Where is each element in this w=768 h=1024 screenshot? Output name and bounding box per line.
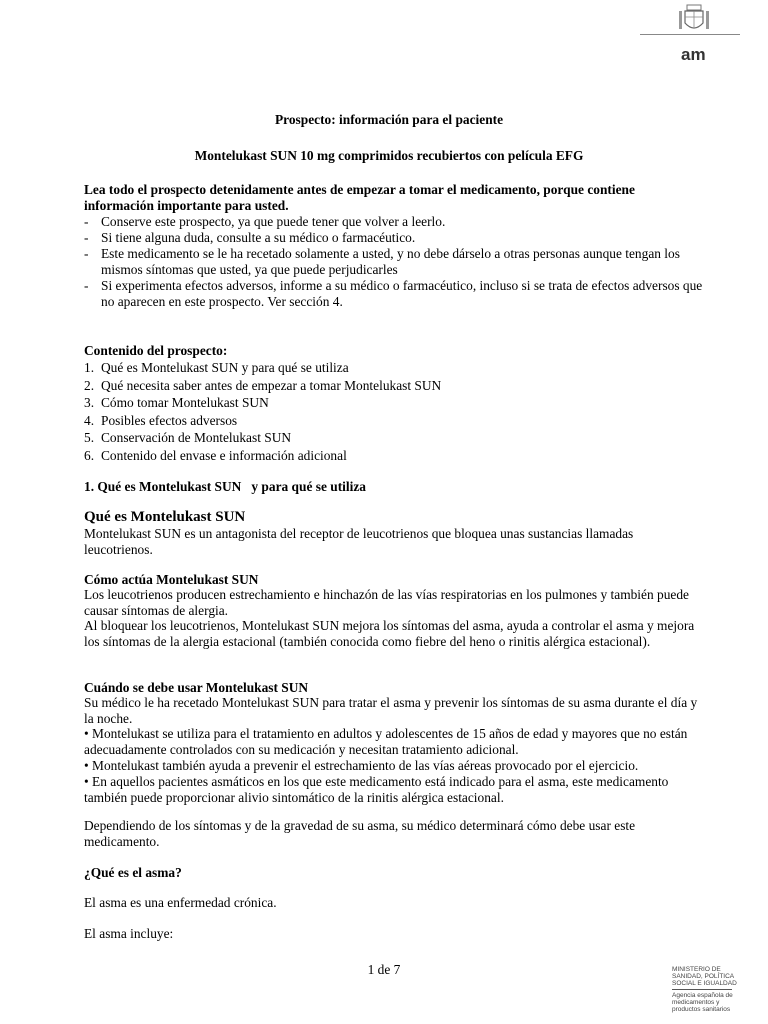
- list-item: 5. Conservación de Montelukast SUN: [84, 430, 292, 445]
- asthma-text-2: El asma incluye:: [84, 926, 174, 941]
- section-1-heading: 1. Qué es Montelukast SUN y para qué se utiliza: [84, 479, 366, 494]
- list-item: - Si tiene alguna duda, consulte a su médico o farmacéutico.: [84, 230, 416, 245]
- asthma-heading: ¿Qué es el asma?: [84, 865, 182, 880]
- list-item: 4. Posibles efectos adversos: [84, 412, 238, 428]
- leaflet-title: Prospecto: información para el paciente: [274, 112, 504, 127]
- svg-text:am: am: [681, 45, 706, 64]
- list-item: • En aquellos pacientes asmáticos en los que este medicamento está indicado para el asma, este medicamento también puede proporcionar alivio sintomático de la rinitis alérgica estacional.: [84, 774, 669, 805]
- list-item: - Conserve este prospecto, ya que puede tener que volver a leerlo.: [84, 214, 446, 229]
- what-heading: Qué es Montelukast SUN: [84, 509, 246, 525]
- what-text: Montelukast SUN es un antagonista del receptor de leucotrienos que bloquea unas sustancias llamadas leucotrienos.: [84, 526, 634, 557]
- list-item: 3. Cómo tomar Montelukast SUN: [84, 395, 269, 410]
- when-heading: Cuándo se debe usar Montelukast SUN: [84, 680, 309, 695]
- contents-heading: Contenido del prospecto:: [84, 343, 228, 358]
- how-text-2: Al bloquear los leucotrienos, Montelukast SUN mejora los síntomas del asma, ayuda a controlar el asma y mejora los síntomas de la alergia estacional (también conocida como fiebre del heno o rinitis alérgica estacional).: [84, 618, 695, 649]
- list-item: 1. Qué es Montelukast SUN y para qué se utiliza: [84, 360, 349, 375]
- intro-list: [84, 214, 704, 310]
- header-rule: [640, 34, 740, 35]
- how-text-1: Los leucotrienos producen estrechamiento e hinchazón de las vías respiratorias en los pulmones y también puede causar síntomas de alergia.: [84, 587, 689, 618]
- coat-of-arms-icon: [676, 3, 712, 37]
- list-item: • Montelukast también ayuda a prevenir el estrechamiento de las vías aéreas provocado por el ejercicio.: [84, 758, 639, 773]
- list-item: • Montelukast se utiliza para el tratamiento en adultos y adolescentes de 15 años de edad y mayores que no están adecuadamente controlados con su medicación y necesitan tratamiento adicional.: [84, 726, 688, 757]
- list-item: 6. Contenido del envase e información adicional: [84, 447, 347, 463]
- asthma-text-1: El asma es una enfermedad crónica.: [84, 895, 277, 910]
- intro-warning: Lea todo el prospecto detenidamente antes de empezar a tomar el medicamento, porque contiene información importante para usted.: [84, 182, 635, 213]
- list-item: - Este medicamento se le ha recetado solamente a usted, y no debe dárselo a otras personas aunque tengan los mismos síntomas que usted, ya que puede perjudicarles: [84, 246, 680, 277]
- ministry-footer-logo: MINISTERIO DE SANIDAD, POLÍTICA SOCIAL E IGUALDAD Agencia española de medicamentos y productos sanitarios: [672, 966, 737, 1013]
- agency-logo-icon: [680, 44, 710, 64]
- list-item: 2. Qué necesita saber antes de empezar a tomar Montelukast SUN: [84, 377, 442, 393]
- when-bullets: [84, 726, 704, 806]
- depends-text: Dependiendo de los síntomas y de la gravedad de su asma, su médico determinará cómo debe usar este medicamento.: [84, 818, 636, 849]
- how-heading: Cómo actúa Montelukast SUN: [84, 572, 259, 587]
- product-name: Montelukast SUN 10 mg comprimidos recubiertos con película EFG: [194, 148, 584, 163]
- list-item: - Si experimenta efectos adversos, informe a su médico o farmacéutico, incluso si se trata de efectos adversos que no aparecen en este prospecto. Ver sección 4.: [84, 278, 703, 309]
- contents-list: [84, 359, 704, 464]
- page-number: 1 de 7: [367, 962, 401, 977]
- when-text: Su médico le ha recetado Montelukast SUN para tratar el asma y prevenir los síntomas de su asma durante el día y la noche.: [84, 695, 698, 726]
